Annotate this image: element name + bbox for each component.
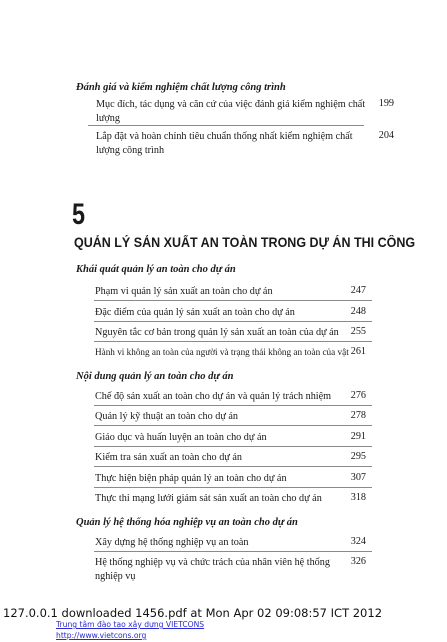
entry-divider (94, 321, 372, 322)
entry-divider (94, 425, 372, 426)
toc-entry: Thực hiện biện pháp quản lý an toàn cho dự án (95, 473, 287, 484)
toc-page-number: 247 (350, 285, 366, 296)
entry-divider (94, 341, 372, 342)
toc-page-number: 326 (350, 556, 366, 567)
toc-entry: Hành vi không an toàn của người và trạng thái không an toàn của vật (95, 347, 349, 357)
toc-entry: Hệ thống nghiệp vụ và chức trách của nhân viên hệ thống nghiệp vụ (95, 557, 330, 582)
toc-entry: Mục đích, tác dụng và căn cứ của việc đánh giá kiểm nghiệm chất lượng (96, 99, 366, 124)
entry-divider (94, 300, 372, 301)
toc-entry: Quản lý kỹ thuật an toàn cho dự án (95, 411, 239, 422)
toc-page-number: 199 (378, 98, 394, 109)
download-stamp: 127.0.0.1 downloaded 1456.pdf at Mon Apr 02 09:08:57 ICT 2012 (3, 606, 383, 620)
toc-entry: Đặc điểm của quản lý sản xuất an toàn cho dự án (95, 307, 295, 318)
toc-page-number: 261 (350, 346, 366, 357)
chapter-title: QUẢN LÝ SẢN XUẤT AN TOÀN TRONG DỰ ÁN THI CÔNG (74, 235, 416, 250)
entry-divider (88, 125, 364, 126)
section-heading: Quản lý hệ thống hóa nghiệp vụ an toàn cho dự án (76, 517, 298, 528)
toc-entry: Kiểm tra sản xuất an toàn cho dự án (95, 452, 242, 463)
toc-page-number: 276 (350, 390, 366, 401)
entry-divider (94, 466, 372, 467)
entry-divider (94, 487, 372, 488)
toc-entry: Giáo dục và huấn luyện an toàn cho dự án (95, 432, 267, 443)
toc-entry: Chế độ sản xuất an toàn cho dự án và quản lý trách nhiệm (95, 391, 332, 402)
toc-page-number: 248 (350, 306, 366, 317)
toc-page-number: 255 (350, 326, 366, 337)
section-heading: Khái quát quản lý an toàn cho dự án (76, 264, 236, 275)
toc-page-number: 291 (350, 431, 366, 442)
toc-page-number: 318 (350, 492, 366, 503)
toc-page-number: 324 (350, 536, 366, 547)
toc-entry: Xây dựng hệ thống nghiệp vụ an toàn (95, 537, 249, 548)
toc-page-number: 307 (350, 472, 366, 483)
toc-entry: Phạm vi quản lý sản xuất an toàn cho dự án (95, 286, 273, 297)
section-heading: Nội dung quản lý an toàn cho dự án (76, 371, 234, 382)
toc-page-number: 204 (378, 130, 394, 141)
entry-divider (94, 551, 372, 552)
toc-entry: Thực thi mạng lưới giám sát sản xuất an toàn cho dự án (95, 493, 322, 504)
toc-entry: Lắp đặt và hoàn chỉnh tiêu chuẩn thống nhất kiểm nghiệm chất lượng công trình (96, 131, 353, 156)
toc-entry: Nguyên tắc cơ bản trong quản lý sản xuất an toàn của dự án (95, 327, 339, 338)
vietcons-link[interactable]: Trung tâm đào tạo xây dựng VIETCONS (56, 620, 205, 629)
entry-divider (94, 446, 372, 447)
toc-page-number: 295 (350, 451, 366, 462)
chapter-number: 5 (72, 198, 86, 231)
entry-divider (94, 405, 372, 406)
section-heading: Đánh giá và kiểm nghiệm chất lượng công trình (76, 82, 286, 93)
toc-page-number: 278 (350, 410, 366, 421)
vietcons-url-link[interactable]: http://www.vietcons.org (56, 631, 147, 640)
